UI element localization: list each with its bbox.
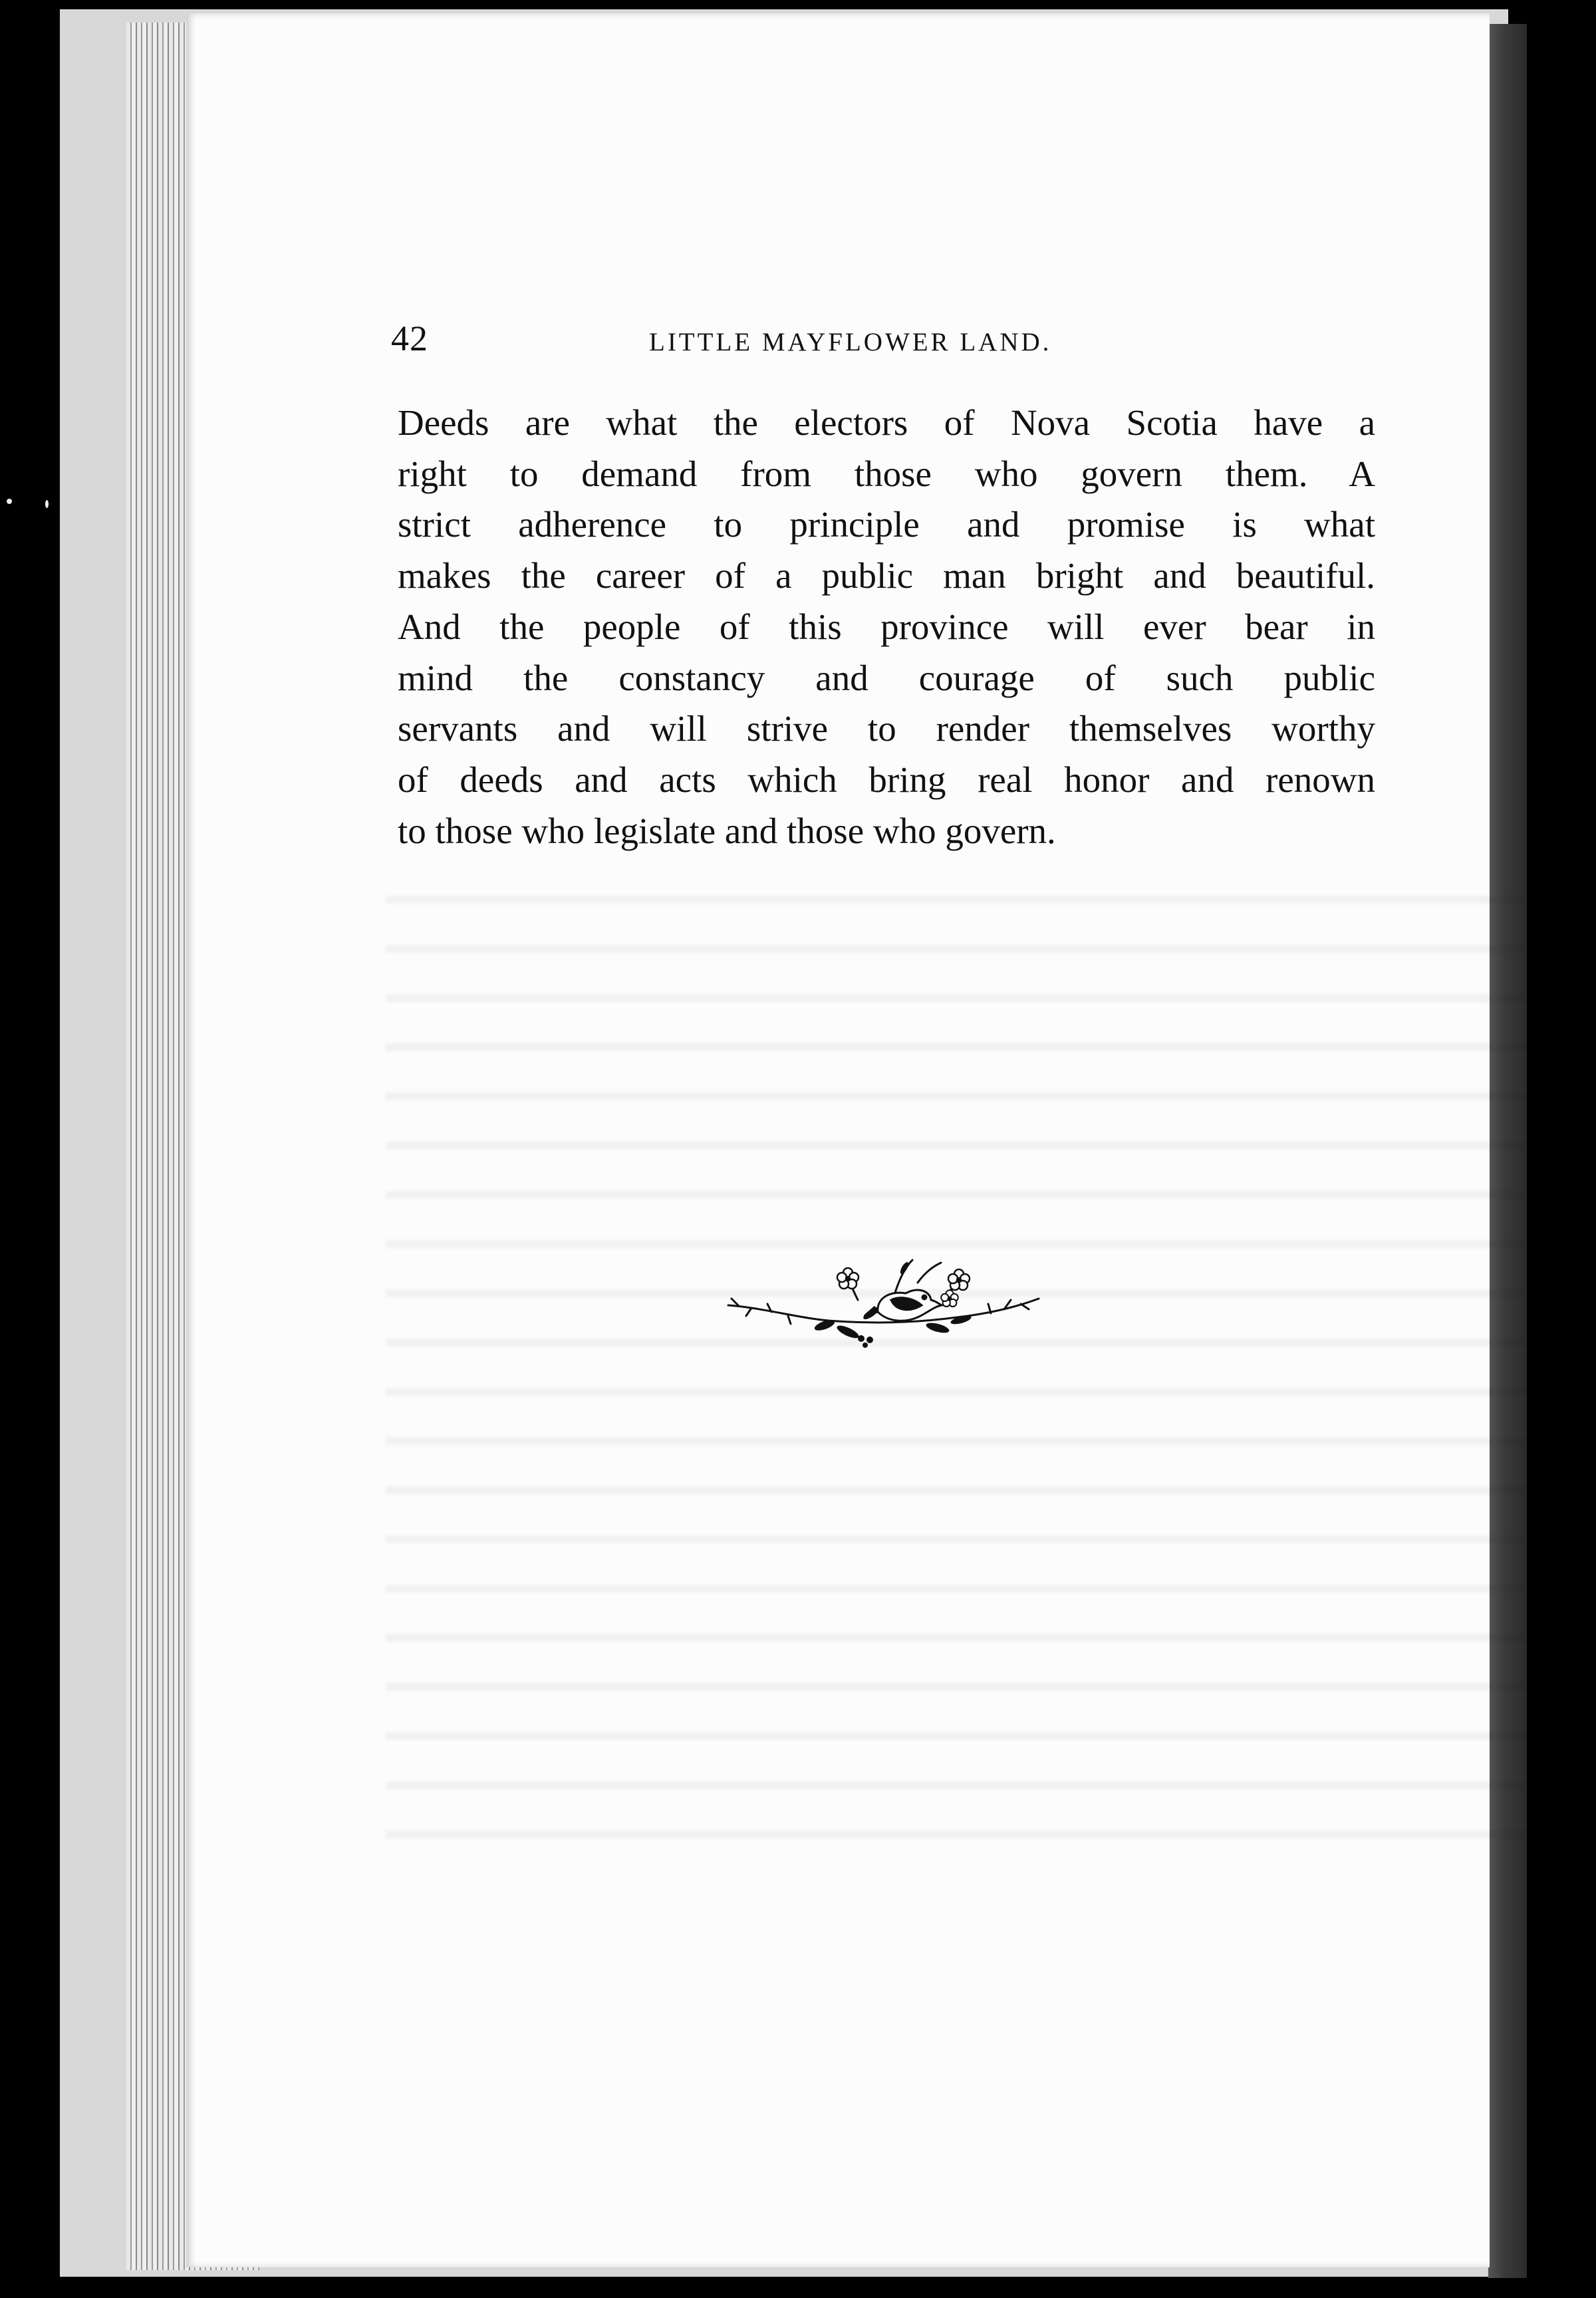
text-line: servants and will strive to render themselves worthy (398, 708, 1375, 749)
text-line: makes the career of a public man bright and beautiful. (398, 555, 1375, 596)
bleed-through-text (386, 854, 1596, 1878)
text-line: mind the constancy and courage of such public (398, 657, 1375, 698)
text-line: to those who legislate and those who govern. (398, 810, 1056, 851)
scan-speck (45, 500, 49, 508)
text-line: Deeds are what the electors of Nova Scotia have a (398, 402, 1375, 443)
scan-speck (7, 499, 12, 504)
text-line: strict adherence to principle and promise is what (398, 504, 1375, 545)
text-line: And the people of this province will ever bear in (398, 606, 1375, 647)
bird-on-floral-branch-icon (725, 1253, 1044, 1353)
text-line: right to demand from those who govern them. A (398, 453, 1375, 494)
body-paragraph (398, 398, 1375, 856)
page-number: 42 (391, 319, 428, 358)
text-line: of deeds and acts which bring real honor and renown (398, 759, 1375, 800)
running-header (0, 318, 1596, 364)
book-title: LITTLE MAYFLOWER LAND. (649, 328, 1052, 356)
